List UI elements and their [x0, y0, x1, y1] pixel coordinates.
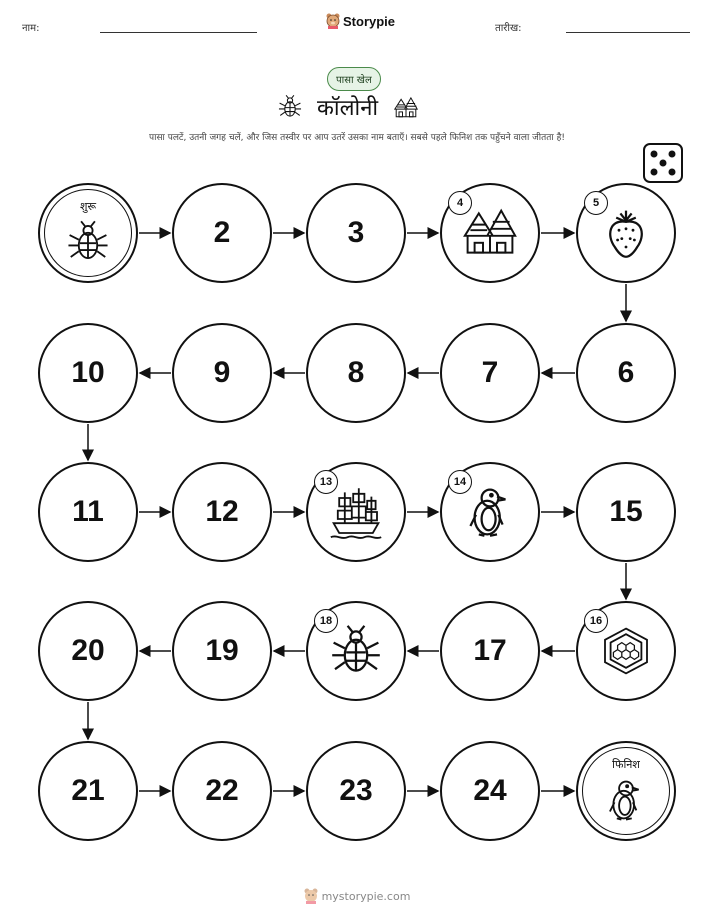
finish-label: फिनिश	[612, 758, 640, 771]
cell-number-badge: 4	[448, 191, 472, 215]
penguin-icon	[462, 484, 518, 540]
cell-number: 15	[609, 495, 643, 528]
board-cell-2[interactable]	[172, 183, 272, 283]
cell-number-badge: 18	[314, 609, 338, 633]
cell-number: 21	[71, 774, 105, 807]
huts-icon	[462, 205, 518, 261]
cell-number: 23	[339, 774, 373, 807]
cell-number: 17	[473, 634, 507, 667]
bug-icon	[328, 623, 384, 679]
board-cell-7[interactable]	[440, 323, 540, 423]
board-cell-6[interactable]	[576, 323, 676, 423]
cell-number-badge: 13	[314, 470, 338, 494]
board-cell-5[interactable]	[576, 183, 676, 283]
cell-number: 11	[72, 495, 104, 528]
board-cell-19[interactable]	[172, 601, 272, 701]
instructions: पासा पलटें, उतनी जगह चलें, और जिस तस्वीर पर आप उतरें उसका नाम बताएँ। सबसे पहले फिनिश तक पहुँचने वाला जीतता है!	[149, 133, 565, 143]
cell-number-badge: 16	[584, 609, 608, 633]
cell-number: 22	[205, 774, 239, 807]
name-label: नाम:	[22, 23, 40, 34]
board-cell-24[interactable]	[440, 741, 540, 841]
penguin-icon	[603, 777, 649, 823]
board-cell-20[interactable]	[38, 601, 138, 701]
cell-number: 9	[213, 356, 231, 389]
cell-number: 2	[213, 216, 231, 249]
board-cell-17[interactable]	[440, 601, 540, 701]
cell-number: 6	[617, 356, 635, 389]
board-cell-9[interactable]	[172, 323, 272, 423]
honeycomb-icon	[598, 623, 654, 679]
cell-number: 10	[71, 356, 105, 389]
board-cell-23[interactable]	[306, 741, 406, 841]
board-cell-16[interactable]	[576, 601, 676, 701]
date-label: तारीख:	[495, 23, 522, 34]
cell-number: 20	[71, 634, 105, 667]
footer	[0, 888, 714, 904]
cell-number: 7	[481, 356, 499, 389]
board-cell-14[interactable]	[440, 462, 540, 562]
cell-number: 12	[205, 495, 239, 528]
board-cell-1[interactable]	[38, 183, 138, 283]
game-type-tag: पासा खेल	[327, 67, 381, 91]
board-cell-8[interactable]	[306, 323, 406, 423]
board-cell-22[interactable]	[172, 741, 272, 841]
board-cell-13[interactable]	[306, 462, 406, 562]
footer-site[interactable]: mystorypie.com	[321, 889, 411, 903]
strawberry-icon	[598, 205, 654, 261]
bug-icon	[65, 219, 111, 265]
bear-logo-icon	[304, 888, 318, 904]
board-cell-21[interactable]	[38, 741, 138, 841]
cell-number-badge: 14	[448, 470, 472, 494]
cell-number: 3	[347, 216, 365, 249]
start-label: शुरू	[79, 200, 97, 213]
board-cell-3[interactable]	[306, 183, 406, 283]
board-cell-15[interactable]	[576, 462, 676, 562]
board-cell-4[interactable]	[440, 183, 540, 283]
brand-name: Storypie	[343, 13, 396, 29]
board-cell-18[interactable]	[306, 601, 406, 701]
board-cell-25[interactable]	[576, 741, 676, 841]
cell-number: 8	[347, 356, 365, 389]
cell-number: 24	[473, 774, 507, 807]
page-title: कॉलोनी	[317, 96, 379, 121]
board-cell-11[interactable]	[38, 462, 138, 562]
board-cell-10[interactable]	[38, 323, 138, 423]
cell-number: 19	[205, 634, 239, 667]
board-cell-12[interactable]	[172, 462, 272, 562]
ship-icon	[328, 484, 384, 540]
cell-number-badge: 5	[584, 191, 608, 215]
